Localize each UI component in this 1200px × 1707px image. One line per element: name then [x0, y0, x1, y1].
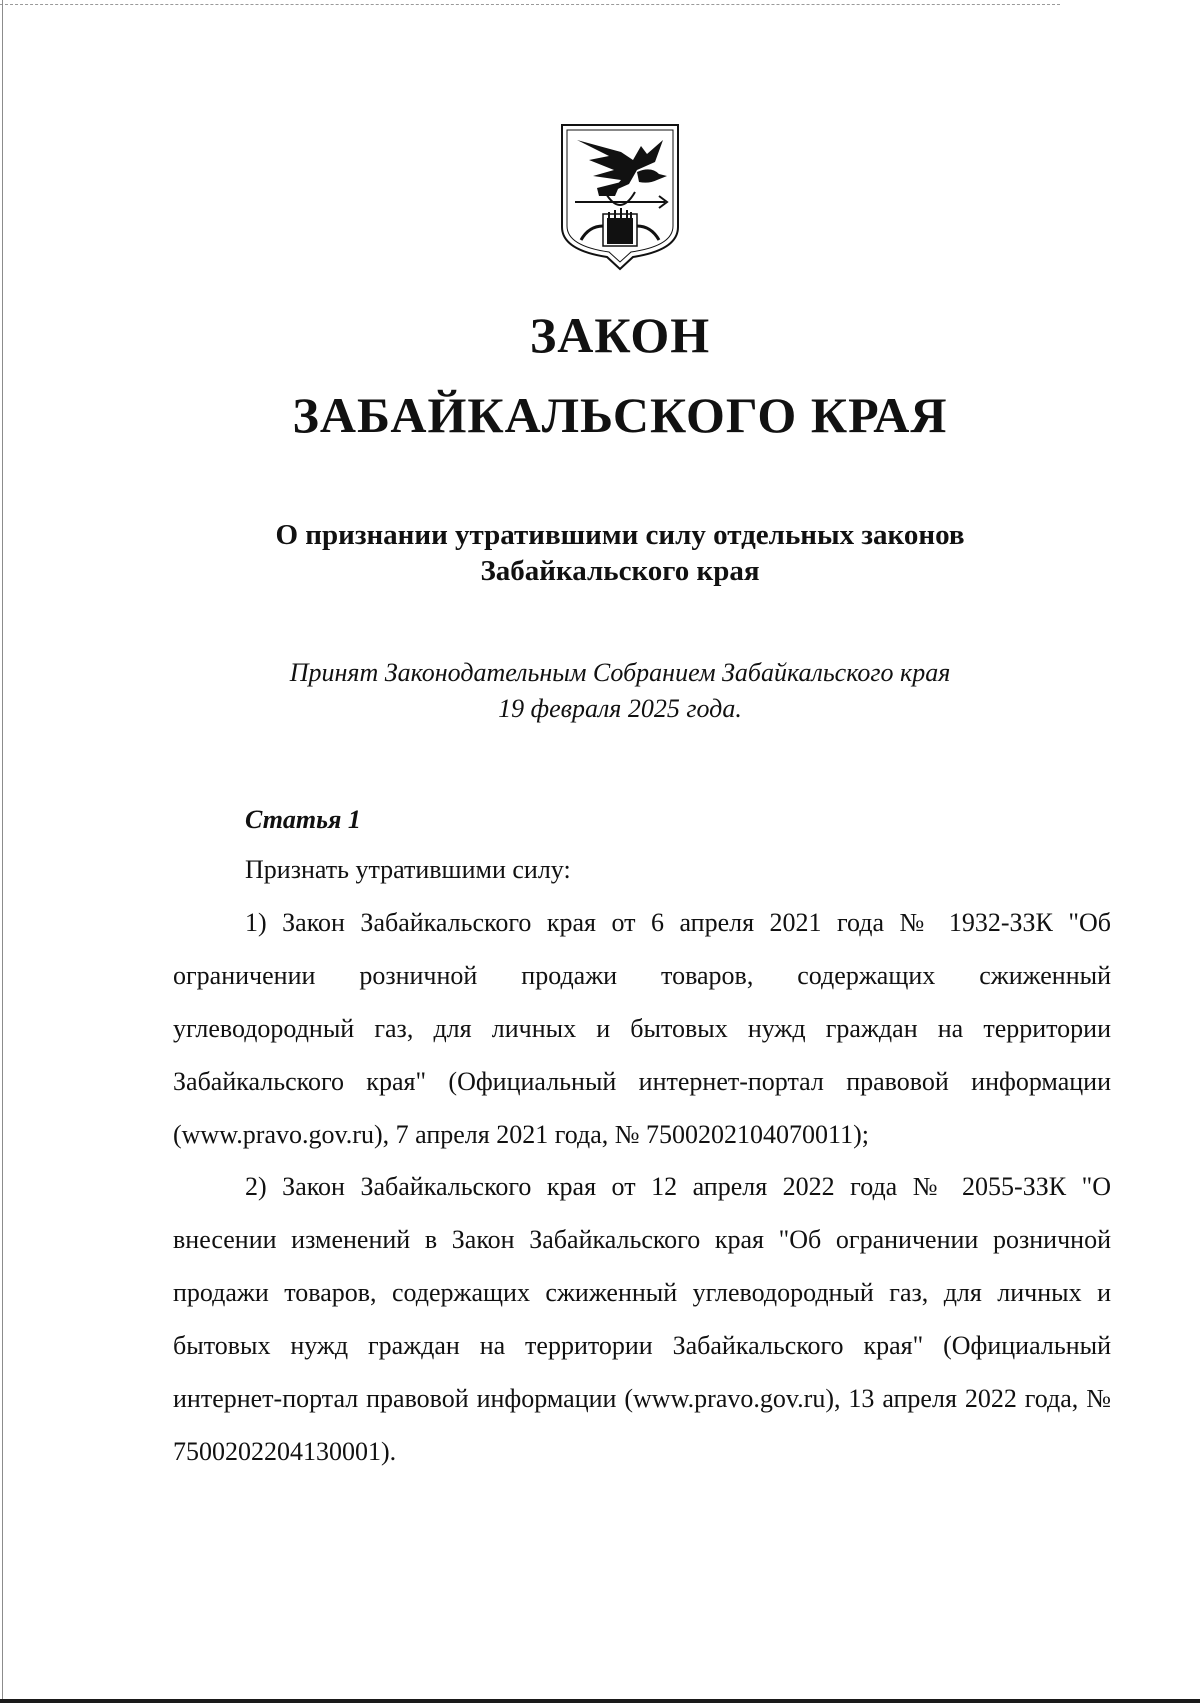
- adoption-note: [0, 655, 1200, 727]
- adoption-note-line: Принят Законодательным Собранием Забайкальского края: [289, 658, 951, 687]
- scan-top-edge: [0, 4, 1060, 5]
- article-item: 1) Закон Забайкальского края от 6 апреля 2021 года № 1932-ЗЗК "Об ограничении розничной продажи товаров, содержащих сжиженный углеводородный газ, для личных и бытовых нужд граждан на территории Забайкальского края" (Официальный интернет-портал правовой информации (www.pravo.gov.ru), 7 апреля 2021 года, № 7500202104070011);: [173, 908, 1111, 1149]
- law-subject-line: О признании утратившими силу отдельных законов: [275, 519, 965, 551]
- zabaykalsky-krai-coat-of-arms-icon: [559, 122, 681, 272]
- article-item: 2) Закон Забайкальского края от 12 апреля 2022 года № 2055-ЗЗК "О внесении изменений в Закон Забайкальского края "Об ограничении розничной продажи товаров, содержащих сжиженный углеводородный газ, для личных и бытовых нужд граждан на территории Забайкальского края" (Официальный интернет-портал правовой информации (www.pravo.gov.ru), 13 апреля 2022 года, № 7500202204130001).: [173, 1172, 1111, 1466]
- law-title: ЗАКОН: [529, 307, 711, 363]
- article-heading: Статья 1: [245, 805, 361, 834]
- adoption-date: 19 февраля 2025 года.: [498, 694, 742, 723]
- law-region-title: ЗАБАЙКАЛЬСКОГО КРАЯ: [292, 387, 948, 443]
- scan-left-edge: [2, 0, 3, 1700]
- article-intro: Признать утратившими силу:: [245, 855, 571, 884]
- law-subject-line: Забайкальского края: [480, 555, 760, 587]
- law-subject: [0, 517, 1200, 589]
- scan-bottom-edge: [0, 1699, 1200, 1703]
